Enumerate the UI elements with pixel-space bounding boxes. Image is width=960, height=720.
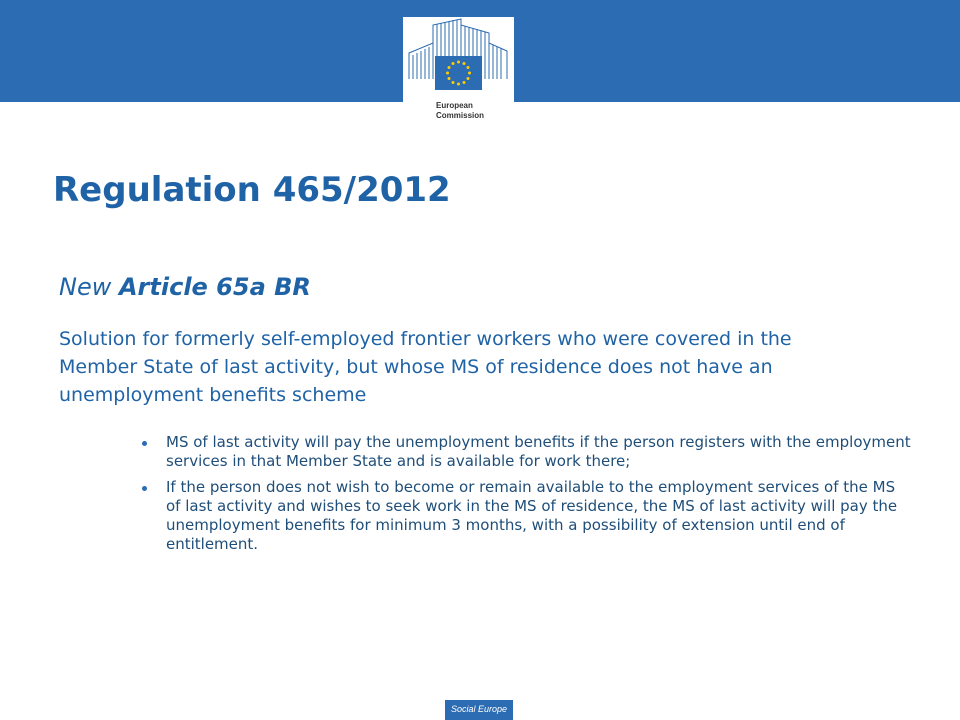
bullet-dot-icon	[142, 441, 147, 446]
bullet-list	[136, 433, 912, 561]
logo-line-1: European	[436, 101, 473, 110]
subtitle-prefix: New	[59, 273, 119, 301]
bullet-text: If the person does not wish to become or remain available to the employment services of the MS of last activity and wishes to seek work in the MS of residence, the MS of last activity will pay the unemployment benefits for minimum 3 months, with a possibility of extension until end of entitlement.	[166, 478, 898, 553]
slide-subtitle	[59, 273, 311, 301]
slide-title: Regulation 465/2012	[53, 170, 451, 210]
bullet-item	[136, 478, 912, 554]
logo-text	[436, 101, 484, 120]
logo-line-2: Commission	[436, 111, 485, 120]
european-commission-logo	[403, 17, 514, 135]
footer-social-europe-badge: Social Europe	[445, 700, 513, 720]
subtitle-article: Article 65a BR	[118, 273, 311, 301]
bullet-dot-icon	[142, 486, 147, 491]
bullet-item	[136, 433, 912, 471]
lead-paragraph: Solution for formerly self-employed frontier workers who were covered in the Member State of last activity, but whose MS of residence does not have an unemployment benefits scheme	[59, 328, 792, 406]
bullet-text: MS of last activity will pay the unemployment benefits if the person registers with the employment services in that Member State and is available for work there;	[166, 433, 911, 470]
